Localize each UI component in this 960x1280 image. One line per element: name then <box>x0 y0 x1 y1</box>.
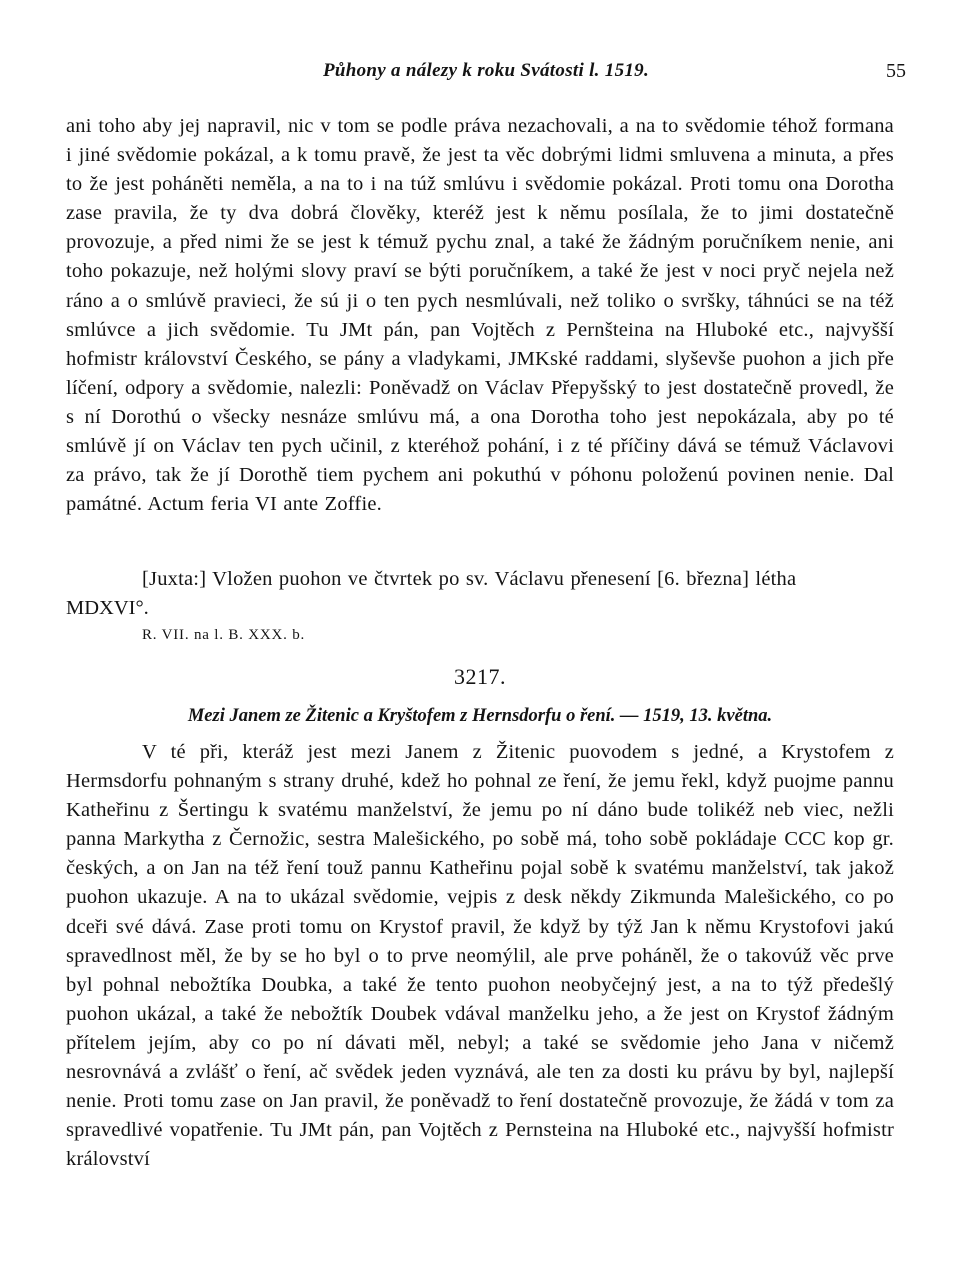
archive-signature: R. VII. na l. B. XXX. b. <box>142 627 306 643</box>
entry-number: 3217. <box>454 664 506 689</box>
juxta-note: [Juxta:] Vložen puohon ve čtvrtek po sv. Václavu přenesení [6. března] létha <box>142 568 797 590</box>
running-title: Půhony a nálezy k roku Svátosti l. 1519. <box>322 60 650 81</box>
paragraph-continued: ani toho aby jej napravil, nic v tom se podle práva nezachovali, a na to svědomie téhož formana i jiné svědomie pokázal, a k tomu pravě, že jest ta věc dobrými lidmi smluvena a minuta, a přes to že jest poháněti neměla, a na to i na túž smlúvu i svědomie pokázal. Proti tomu ona Dorotha zase pravila, že ty dva dobrá člověky, kteréž jest k němu posílala, že to jimi dostatečně provozuje, a před nimi že se jest k témuž pychu znal, a také že žádným poručníkem nenie, ani toho pokazuje, než holými slovy praví se býti poručníkem, a také že jest v noci pryč nejela než ráno a o smlúvě pravieci, že sú ji o ten pych nesmlúvali, než toliko o svršky, táhnúci se na též smlúvce a jich svědomie. Tu JMt pán, pan Vojtěch z Pernšteina na Hluboké etc., najvyšší hofmistr království Českého, se pány a vladykami, JMKské raddami, slyševše puohon a jich pře líčení, odpory a svědomie, nalezli: Poněvadž on Václav Přepyšský to jest dostatečně provedl, že s ní Dorothú o všecky nesnáze smlúvu má, a ona Dorotha toho jest nepokázala, aby po té smlúvě jí on Václav ten pych učinil, z kteréhož pohání, i z té příčiny dává se témuž Václavovi za právo, tak že jí Dorothě tiem pychem ani pokuthú v póhonu položenú povinen nenie. Dal památné. Actum feria VI ante Zoffie. <box>66 115 894 516</box>
running-head <box>66 60 906 86</box>
entry-heading: Mezi Janem ze Žitenic a Kryštofem z Hernsdorfu o ření. — 1519, 13. května. <box>187 706 773 726</box>
page-number: 55 <box>886 60 906 82</box>
juxta-note-year: MDXVI°. <box>66 597 149 619</box>
entry-paragraph: V té při, kteráž jest mezi Janem z Žitenic puovodem s jedné, a Krystofem z Hermsdorfu pohnaným s strany druhé, kdež ho pohnal ze ření, že jemu řekl, když puojme pannu Katheřinu z Šertingu k svatému manželství, že jemu po ní dáno bude tolikéž neb viec, nežli panna Markytha z Černožic, sestra Malešického, po sobě má, toho sobě pokládaje CCC kop gr. českých, a on Jan na též ření touž pannu Katheřinu pojal sobě k svatému manželství, tak jakož puohon ukazuje. A na to ukázal svědomie, vejpis z desk někdy Zikmunda Malešického, co po dceři své dává. Zase proti tomu on Krystof pravil, že když by týž Jan k němu Krystofovi jakú spravedlnost měl, že by se ho byl o to prve neomýlil, ale prve poháněl, že o takovúž věc prve byl pohnal nebožtíka Doubka, a také že tento puohon neobyčejný jest, a na to týž předešlý puohon ukázal, a také že nebožtík Doubek vdával manželku jeho, a že jest on Krystof žádným přítelem jejím, aby co po ní dávati měl, nebyl; a také se svědomie jeho Jana v ničemž nesrovnává a zvlášť o ření, ač svědek jeden vyznává, ale ten za dosti ku právu by byl, najlepší nenie. Proti tomu zase on Jan pravil, že poněvadž to ření dostatečně provozuje, že žádá v tom za spravedlivé vopatřenie. Tu JMt pán, pan Vojtěch z Pernsteina na Hluboké etc., najvyšší hofmistr království <box>66 741 894 1171</box>
